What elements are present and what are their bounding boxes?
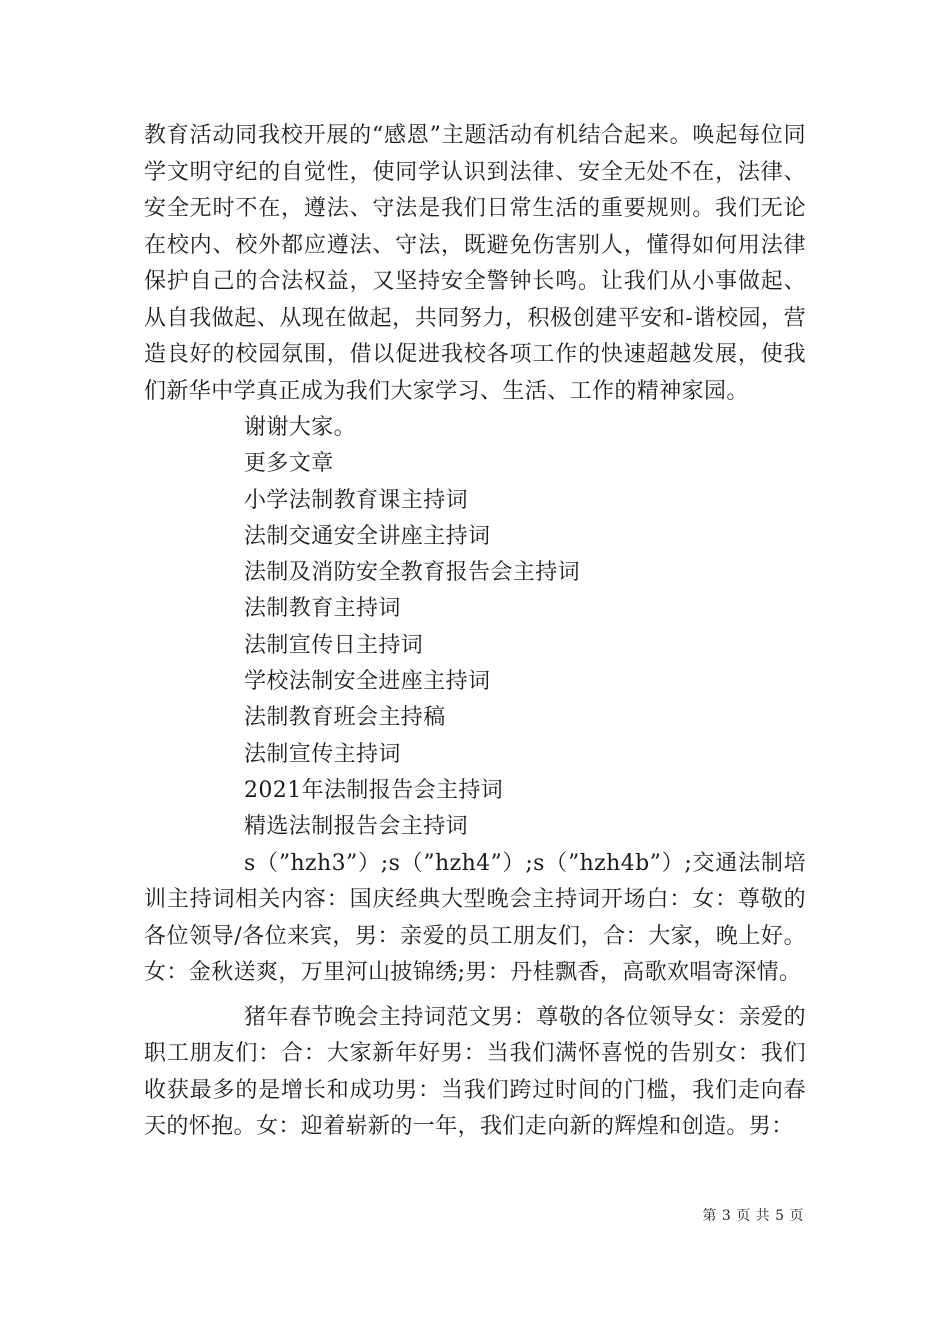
article-link[interactable]: 学校法制安全进座主持词 xyxy=(244,669,491,695)
thanks-line: 谢谢大家。 xyxy=(244,415,357,440)
paragraph-gap xyxy=(144,992,806,1000)
page-number-footer: 第 3 页 共 5 页 xyxy=(702,1208,804,1224)
article-link[interactable]: 法制教育班会主持稿 xyxy=(244,705,446,731)
article-link[interactable]: 小学法制教育课主持词 xyxy=(244,487,469,513)
article-link[interactable]: 法制教育主持词 xyxy=(244,596,401,622)
more-articles-heading: 更多文章 xyxy=(244,451,334,477)
article-link[interactable]: 2021年法制报告会主持词 xyxy=(244,777,504,803)
paragraph-2: s（”hzh3”）;s（”hzh4”）;s（”hzh4b”）;交通法制培训主持词相关内容：国庆经典大型晚会主持词开场白：女：尊敬的各位领导/各位来宾，男：亲爱的员工朋友们，合：大家，晚上好。女：金秋送爽，万里河山披锦绣;男：丹桂飘香，高歌欢唱寄深情。 xyxy=(144,850,806,986)
paragraph-3: 猪年春节晚会主持词范文男：尊敬的各位领导女：亲爱的职工朋友们：合：大家新年好男：当我们满怀喜悦的告别女：我们收获最多的是增长和成功男：当我们跨过时间的门槛，我们走向春天的怀抱。女：迎着崭新的一年，我们走向新的辉煌和创造。男： xyxy=(144,1004,806,1140)
document-body xyxy=(144,118,806,1146)
article-link[interactable]: 法制及消防安全教育报告会主持词 xyxy=(244,560,581,586)
article-link[interactable]: 法制宣传主持词 xyxy=(244,741,401,767)
article-link[interactable]: 法制宣传日主持词 xyxy=(244,632,424,658)
article-link[interactable]: 精选法制报告会主持词 xyxy=(244,814,469,840)
paragraph-1: 教育活动同我校开展的“感恩”主题活动有机结合起来。唤起每位同学文明守纪的自觉性，使同学认识到法律、安全无处不在，法律、安全无时不在，遵法、守法是我们日常生活的重要规则。我们无论在校内、校外都应遵法、守法，既避免伤害别人，懂得如何用法律保护自己的合法权益，又坚持安全警钟长鸣。让我们从小事做起、从自我做起、从现在做起，共同努力，积极创建平安和-谐校园，营造良好的校园氛围，借以促进我校各项工作的快速超越发展，使我们新华中学真正成为我们大家学习、生活、工作的精神家园。 xyxy=(144,123,806,404)
article-link[interactable]: 法制交通安全讲座主持词 xyxy=(244,523,491,549)
